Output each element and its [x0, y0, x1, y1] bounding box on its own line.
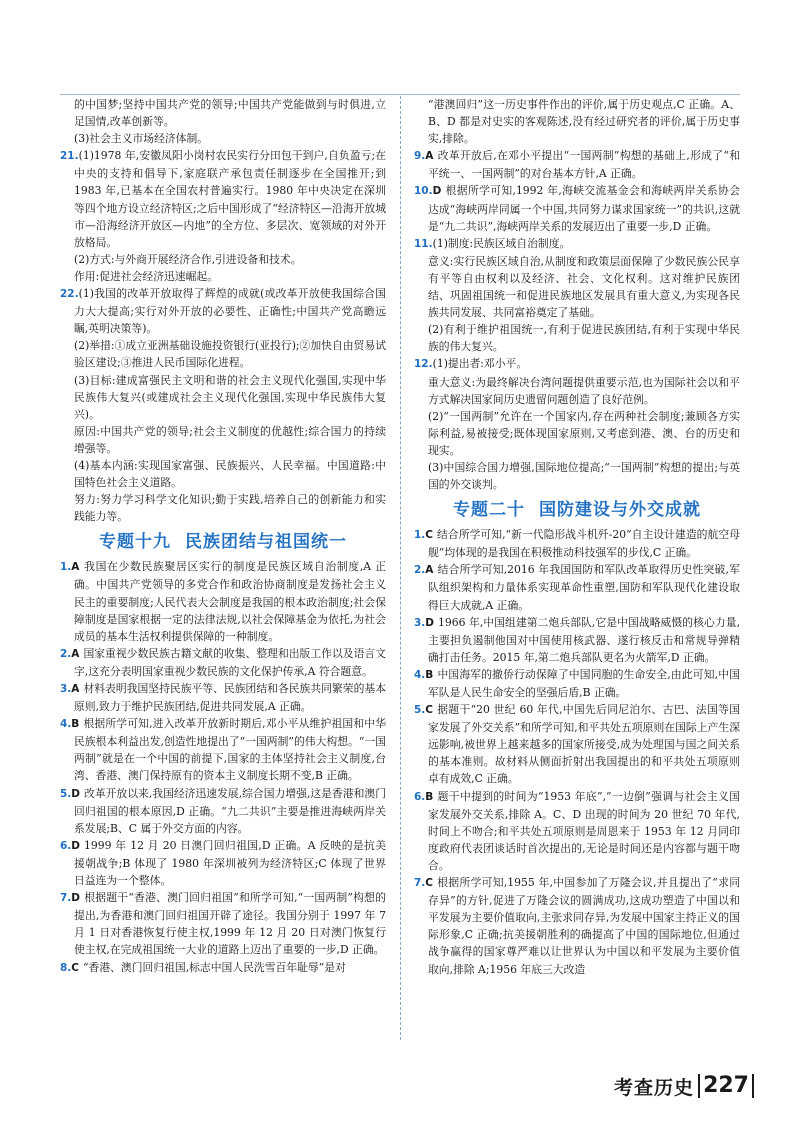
- answer-item: [414, 147, 740, 182]
- explanation-text: 改革开放以来,我国经济迅速发展,综合国力增强,这是香港和澳门回归祖国的根本原因,D 正确。“九二共识”主要是推进海峡两岸关系发展;B、C 属于外交方面的内容。: [74, 786, 386, 835]
- answer-item: [60, 645, 386, 680]
- answer-item: [60, 837, 386, 889]
- explanation-text: 国家重视少数民族古籍文献的收集、整理和出版工作以及语言文字,这充分表明国家重视少数民族的文化保护传承,A 符合题意。: [74, 646, 386, 678]
- answer-letter: C: [71, 961, 80, 974]
- answer-item: [414, 874, 740, 978]
- answer-letter: C: [425, 877, 434, 890]
- answer-part: (1)1978 年,安徽凤阳小岗村农民实行分田包干到户,自负盈亏;在中央的支持和倡导下,家庭联产承包责任制逐步在全国推开;到 1983 年,已基本在全国农村普遍实行。1980 年中央决定在深圳等四个地方设立经济特区;之后中国形成了“经济特区—沿海开放城市—沿海经济开放区—内地”的全方位、多层次、宽领域的对外开放格局。: [74, 149, 386, 249]
- answer-letter: A: [71, 683, 80, 695]
- paragraph: (3)社会主义市场经济体制。: [74, 132, 209, 146]
- answer-part: 重大意义:为最终解决台湾问题提供重要示范,也为国际社会以和平方式解决国家间历史遗留问题创造了良好范例。: [428, 375, 740, 406]
- answer-list-19-cont: [414, 147, 740, 234]
- answer-part: (3)目标:建成富强民主文明和谐的社会主义现代化强国,实现中华民族伟大复兴(或建成社会主义现代化强国,实现中华民族伟大复兴)。: [74, 373, 386, 421]
- question-number: 3.: [414, 616, 426, 629]
- explanation-text: 结合所学可知,“新一代隐形战斗机歼-20”自主设计建造的航空母舰”均体现的是我国在积极推动科技强军的步伐,C 正确。: [428, 528, 740, 560]
- question-11: [414, 235, 740, 356]
- question-number: 12.: [414, 358, 433, 371]
- question-number: 7.: [60, 892, 72, 905]
- question-number: 21.: [60, 150, 79, 163]
- question-number: 2.: [414, 564, 426, 577]
- answer-part: (2)“一国两制”允许在一个国家内,存在两种社会制度;兼顾各方实际利益,易被接受;既体现国家原则,又考虑到港、澳、台的历史和现实。: [428, 409, 740, 457]
- answer-part: (2)有利于维护祖国统一,有利于促进民族团结,有利于实现中华民族的伟大复兴。: [428, 323, 740, 354]
- explanation-text: 据题干“20 世纪 60 年代,中国先后同尼泊尔、古巴、法国等国家发展了外交关系”和所学可知,和平共处五项原则在国际上产生深远影响,被世界上越来越多的国家所接受,成为处理国与国之间关系的基本准则。故材料从侧面折射出我国提出的和平共处五项原则卓有成效,C 正确。: [428, 703, 740, 786]
- answer-item: [414, 526, 740, 561]
- answer-part: (1)我国的改革开放取得了辉煌的成就(或改革开放使我国综合国力大大提高;实行对外开放的必要性、正确性;中国共产党高瞻远瞩,英明决策等)。: [74, 287, 386, 336]
- answer-item: [60, 889, 386, 958]
- answer-part: (2)方式:与外商开展经济合作,引进设备和技术。: [74, 252, 302, 266]
- answer-item: [414, 701, 740, 787]
- answer-letter: C: [425, 704, 434, 717]
- paragraph: 的中国梦;坚持中国共产党的领导;中国共产党能做到与时俱进,立足国情,改革创新等。: [74, 98, 386, 129]
- question-number: 22.: [60, 288, 79, 301]
- question-number: 6.: [60, 839, 72, 852]
- answer-item: [60, 680, 386, 715]
- question-number: 8.: [60, 961, 72, 974]
- answer-item: [60, 715, 386, 784]
- question-number: 4.: [60, 718, 72, 731]
- explanation-text: 根据所学可知,1992 年,海峡交流基金会和海峡两岸关系协会达成“海峡两岸同属一个中国,共同努力谋求国家统一”的共识,这就是“九二共识”,海峡两岸关系的发展迈出了重要一步,D 正确。: [428, 184, 740, 233]
- explanation-text: 中国海军的撤侨行动保障了中国同胞的生命安全,由此可知,中国军队是人民生命安全的坚强后盾,B 正确。: [428, 667, 740, 699]
- answer-part: 原因:中国共产党的领导;社会主义制度的优越性;综合国力的持续增强等。: [74, 424, 386, 455]
- question-number: 5.: [414, 704, 426, 717]
- section-name: 民族团结与祖国统一: [185, 532, 347, 553]
- question-number: 4.: [414, 668, 426, 681]
- question-number: 11.: [414, 237, 433, 250]
- explanation-text: 我国在少数民族聚居区实行的制度是民族区域自治制度,A 正确。中国共产党领导的多党合作和政治协商制度是发扬社会主义民主的重要制度;人民代表大会制度是我国的根本政治制度;社会保障制度是国家根据一定的法律法规,以社会保障基金为依托,为社会成员的基本生活权利提供保障的一种制度。: [74, 560, 386, 643]
- explanation-text: 材料表明我国坚持民族平等、民族团结和各民族共同繁荣的基本原则,致力于维护民族团结,促进共同发展,A 正确。: [74, 682, 386, 714]
- question-number: 5.: [60, 787, 72, 800]
- answer-item: [60, 558, 386, 644]
- page-footer: [614, 1072, 754, 1100]
- question-12: [414, 355, 740, 493]
- page-number: 227: [698, 1074, 754, 1098]
- explanation-text: 根据题干“香港、澳门回归祖国”和所学可知,“一国两制”构想的提出,为香港和澳门回归祖国开辟了途径。我国分别于 1997 年 7 月 1 日对香港恢复行使主权,1999 年 12 月 20 日对澳门恢复行使主权,在完成祖国统一大业的道路上迈出了重要的一步,D 正确。: [74, 891, 386, 957]
- answer-part: 意义:实行民族区域自治,从制度和政策层面保障了少数民族公民享有平等自由权利以及经济、社会、文化权利。这对维护民族团结、巩固祖国统一和促进民族地区发展具有重大意义,为实现各民族共同发展、共同富裕奠定了基础。: [428, 254, 740, 320]
- explanation-text: “香港、澳门回归祖国,标志中国人民洗雪百年耻辱”是对: [83, 960, 346, 974]
- question-number: 3.: [60, 683, 72, 695]
- answer-part: (1)提出者:邓小平。: [432, 357, 528, 371]
- answer-letter: D: [71, 892, 81, 905]
- explanation-text: 根据所学可知,1955 年,中国参加了万隆会议,并且提出了“求同存异”的方针,促进了万隆会议的圆满成功,这成功塑造了中国以和平发展为主要价值取向,主张求同存异,为发展中国家主持正义的国际形象,C 正确;抗美援朝胜利的确提高了中国的国际地位,但通过战争赢得的国家尊严难以让世界认为中国以和平发展为主要价值取向,排除 A;1956 年底三大改造: [428, 876, 740, 976]
- answer-letter: D: [71, 839, 81, 852]
- answer-item: [60, 959, 386, 977]
- right-column: [414, 96, 740, 978]
- question-number: 10.: [414, 185, 433, 198]
- answer-letter: D: [425, 616, 435, 629]
- section-name: 国防建设与外交成就: [539, 500, 701, 521]
- paragraph: “港澳回归”这一历史事件作出的评价,属于历史观点,C 正确。A、B、D 都是对史实的客观陈述,没有经过研究者的评价,属于历史事实,排除。: [428, 98, 740, 146]
- answer-letter: D: [71, 787, 81, 800]
- answer-part: (3)中国综合国力增强,国际地位提高;“一国两制”构想的提出;与英国的外交谈判。: [428, 460, 740, 492]
- subject-label: 考查历史: [614, 1076, 695, 1099]
- answer-letter: B: [71, 718, 80, 731]
- question-number: 6.: [414, 790, 426, 803]
- answer-part: 作用:促进社会经济迅速崛起。: [74, 269, 218, 283]
- question-number: 1.: [414, 529, 426, 542]
- answer-letter: D: [432, 185, 442, 198]
- column-divider: [400, 96, 401, 1040]
- section-code: 专题十九: [99, 532, 171, 553]
- section-title-20: [414, 495, 740, 525]
- answer-part: (1)制度:民族区域自治制度。: [432, 236, 571, 250]
- answer-letter: B: [425, 668, 434, 681]
- answer-item: [60, 785, 386, 837]
- explanation-text: 改革开放后,在邓小平提出“一国两制”构想的基础上,形成了“和平统一、一国两制”的对台基本方针,A 正确。: [428, 149, 740, 181]
- question-number: 7.: [414, 877, 426, 890]
- explanation-text: 题干中提到的时间为“1953 年底”,“一边倒”强调与社会主义国家发展外交关系,排除 A。C、D 出现的时间为 20 世纪 70 年代,时间上不吻合;和平共处五项原则是周恩来于 1953 年 12 月同印度政府代表团谈话时首次提出的,无论是时间还是内容都与题干吻合。: [428, 789, 740, 872]
- answer-item: [414, 614, 740, 666]
- section-code: 专题二十: [453, 500, 525, 521]
- answer-letter: A: [425, 150, 434, 163]
- question-number: 1.: [60, 561, 72, 574]
- explanation-text: 结合所学可知,2016 年我国国防和军队改革取得历史性突破,军队组织架构和力量体系实现革命性重塑,国防和军队现代化建设取得巨大成就,A 正确。: [428, 563, 740, 612]
- explanation-text: 1966 年,中国组建第二炮兵部队,它是中国战略威慑的核心力量,主要担负遏制他国对中国使用核武器、遂行核反击和常规导弹精确打击任务。2015 年,第二炮兵部队更名为火箭军,D 正确。: [428, 615, 740, 664]
- question-number: 2.: [60, 647, 72, 660]
- answer-item: [414, 666, 740, 701]
- section-title-19: [60, 527, 386, 557]
- answer-list-19: [60, 558, 386, 976]
- explanation-text: 1999 年 12 月 20 日澳门回归祖国,D 正确。A 反映的是抗美援朝战争;B 体现了 1980 年深圳被列为经济特区;C 体现了世界日益连为一个整体。: [74, 838, 386, 888]
- answer-part: 努力:努力学习科学文化知识;勤于实践,培养自己的创新能力和实践能力等。: [74, 493, 386, 524]
- question-number: 9.: [414, 150, 426, 163]
- answer-letter: C: [425, 529, 434, 542]
- answer-part: (2)举措:①成立亚洲基础设施投资银行(亚投行);②加快自由贸易试验区建设;③推进人民币国际化进程。: [74, 339, 386, 370]
- answer-list-20: [414, 526, 740, 977]
- top-rule: [60, 94, 740, 95]
- answer-part: (4)基本内涵:实现国家富强、民族振兴、人民幸福。中国道路:中国特色社会主义道路。: [74, 458, 386, 490]
- answer-letter: A: [71, 647, 80, 660]
- question-22: [60, 285, 386, 525]
- answer-letter: B: [425, 790, 434, 803]
- explanation-text: 根据所学可知,进入改革开放新时期后,邓小平从维护祖国和中华民族根本利益出发,创造性地提出了“一国两制”的伟大构想。“一国两制”就是在一个中国的前提下,国家的主体坚持社会主义制度,台湾、香港、澳门保持原有的资本主义制度长期不变,B 正确。: [74, 717, 386, 783]
- answer-letter: A: [425, 564, 434, 577]
- question-21: [60, 147, 386, 285]
- answer-item: [414, 182, 740, 234]
- answer-letter: A: [71, 561, 80, 574]
- left-column: [60, 96, 386, 977]
- answer-item: [414, 788, 740, 874]
- answer-item: [414, 561, 740, 613]
